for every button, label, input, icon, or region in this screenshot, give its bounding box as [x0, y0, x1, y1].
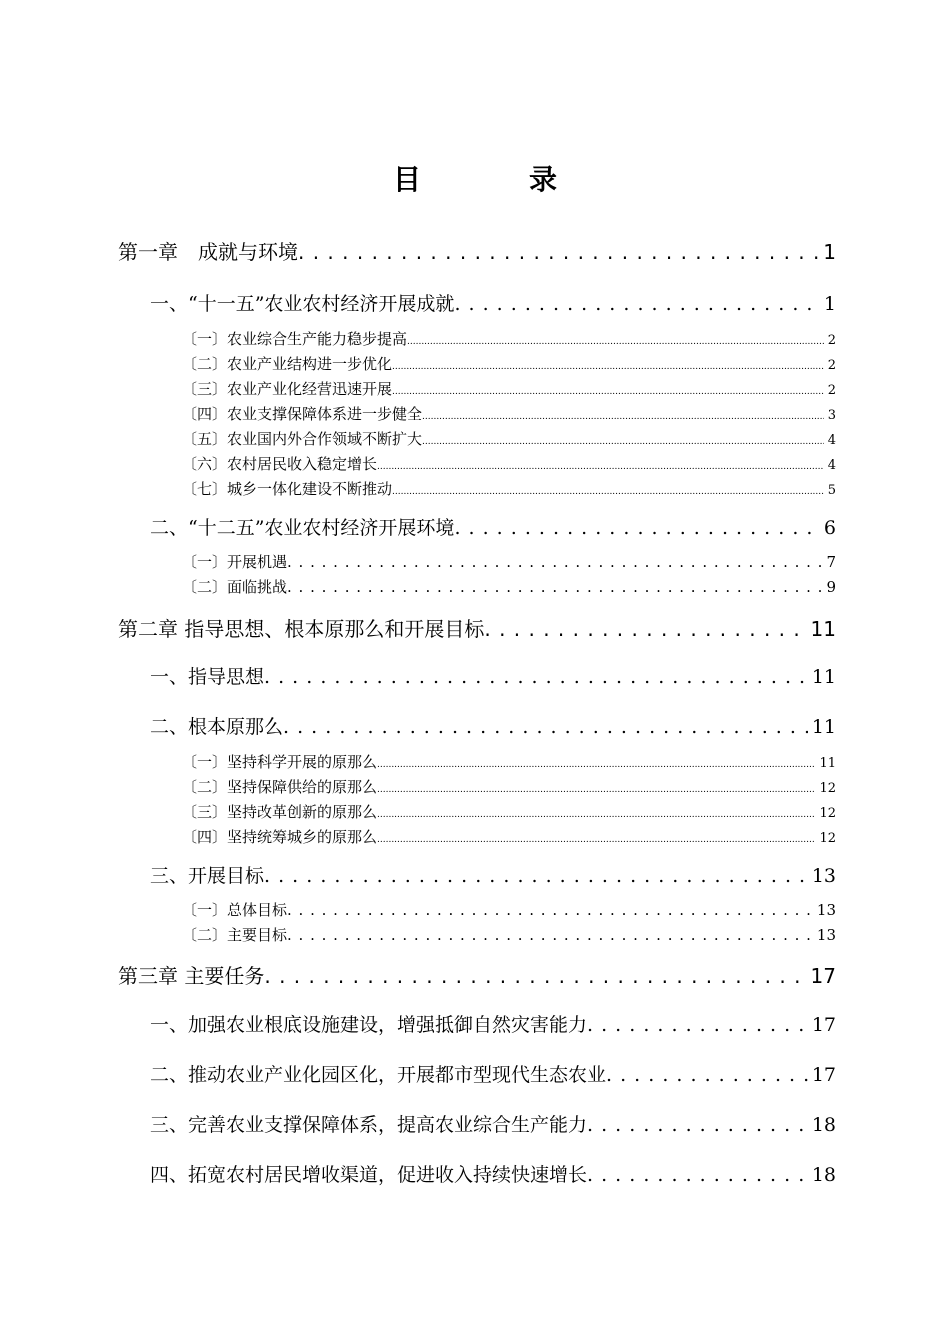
leader-dots	[606, 1064, 808, 1086]
toc-page-number: 2	[827, 383, 836, 398]
toc-entry-text: 〔三〕坚持改革创新的原那么	[182, 803, 378, 821]
toc-page-number: 12	[819, 781, 836, 796]
toc-subsection[interactable]	[182, 751, 836, 772]
toc-page-number: 17	[811, 1014, 836, 1036]
toc-entry-text: 第二章 指导思想、根本原那么和开展目标	[118, 617, 485, 641]
toc-section-2-2[interactable]	[150, 712, 836, 739]
toc-entry-text: 〔七〕城乡一体化建设不断推动	[182, 480, 393, 498]
leader-dots	[298, 240, 819, 264]
leader-dots	[287, 578, 822, 596]
toc-entry-text: 〔二〕农业产业结构进一步优化	[182, 355, 393, 373]
toc-page-number: 4	[827, 433, 836, 448]
toc-subsection[interactable]	[182, 378, 836, 399]
toc-subsection[interactable]	[182, 776, 836, 797]
toc-page-number: 17	[811, 1064, 836, 1086]
toc-entry-text: 二、推动农业产业化园区化，开展都市型现代生态农业	[150, 1064, 607, 1086]
leader-dots	[287, 901, 813, 919]
toc-entry-text: 二、根本原那么	[150, 716, 284, 738]
toc-subsection[interactable]	[182, 801, 836, 822]
toc-page-number: 17	[810, 964, 836, 988]
toc-chapter-1[interactable]	[118, 236, 836, 265]
toc-entry-text: 第一章 成就与环境	[118, 240, 298, 264]
toc-section-1-1[interactable]	[150, 289, 836, 316]
toc-page-number: 4	[827, 458, 836, 473]
leader-dots	[377, 803, 815, 821]
toc-section-3-2[interactable]	[150, 1060, 836, 1087]
leader-dots	[587, 1114, 808, 1136]
toc-section-3-1[interactable]	[150, 1010, 836, 1037]
toc-section-3-3[interactable]	[150, 1110, 836, 1137]
toc-entry-text: 一、指导思想	[150, 666, 265, 688]
toc-page-number: 1	[823, 293, 836, 315]
toc-entry-text: 〔一〕总体目标	[182, 901, 288, 919]
toc-page-number: 2	[827, 333, 836, 348]
toc-page-number: 12	[819, 831, 836, 846]
leader-dots	[422, 405, 824, 423]
leader-dots	[377, 455, 824, 473]
toc-page-number: 11	[811, 716, 836, 738]
toc-entry-text: 〔二〕面临挑战	[182, 578, 288, 596]
toc-entry-text: 〔四〕坚持统筹城乡的原那么	[182, 828, 378, 846]
toc-entry-text: 〔五〕农业国内外合作领域不断扩大	[182, 430, 423, 448]
leader-dots	[264, 666, 808, 688]
leader-dots	[392, 355, 824, 373]
toc-entry-text: 二、“十二五”农业农村经济开展环境	[150, 517, 455, 539]
toc-page-number: 13	[811, 865, 836, 887]
leader-dots	[287, 553, 822, 571]
toc-page-number: 1	[823, 240, 836, 264]
toc-subsection[interactable]	[182, 576, 836, 597]
toc-subsection[interactable]	[182, 328, 836, 349]
toc-page-number: 7	[826, 553, 836, 571]
leader-dots	[587, 1014, 808, 1036]
toc-entry-text: 第三章 主要任务	[118, 964, 265, 988]
leader-dots	[484, 617, 806, 641]
toc-page-number: 11	[810, 617, 836, 641]
toc-subsection[interactable]	[182, 403, 836, 424]
leader-dots	[377, 828, 815, 846]
toc-subsection[interactable]	[182, 428, 836, 449]
toc-entry-text: 〔一〕开展机遇	[182, 553, 288, 571]
toc-subsection[interactable]	[182, 478, 836, 499]
toc-section-2-1[interactable]	[150, 662, 836, 689]
leader-dots	[377, 753, 815, 771]
leader-dots	[392, 380, 824, 398]
toc-entry-text: 〔一〕坚持科学开展的原那么	[182, 753, 378, 771]
toc-chapter-2[interactable]	[118, 613, 836, 642]
toc-page-number: 18	[811, 1164, 836, 1186]
leader-dots	[407, 330, 824, 348]
toc-page-number: 11	[811, 666, 836, 688]
leader-dots	[377, 778, 815, 796]
toc-page-number: 11	[819, 756, 836, 771]
leader-dots	[283, 716, 808, 738]
toc-page-number: 18	[811, 1114, 836, 1136]
toc-entry-text: 〔四〕农业支撑保障体系进一步健全	[182, 405, 423, 423]
toc-subsection[interactable]	[182, 353, 836, 374]
toc-page-number: 2	[827, 358, 836, 373]
toc-page-number: 9	[826, 578, 836, 596]
leader-dots	[422, 430, 824, 448]
toc-entry-text: 〔二〕主要目标	[182, 926, 288, 944]
toc-section-2-3[interactable]	[150, 861, 836, 888]
leader-dots	[454, 517, 819, 539]
toc-entry-text: 四、拓宽农村居民增收渠道，促进收入持续快速增长	[150, 1164, 588, 1186]
toc-page-number: 13	[816, 901, 836, 919]
leader-dots	[264, 865, 808, 887]
toc-subsection[interactable]	[182, 551, 836, 572]
toc-page-number: 3	[827, 408, 836, 423]
toc-page-number: 12	[819, 806, 836, 821]
toc-entry-text: 三、完善农业支撑保障体系，提高农业综合生产能力	[150, 1114, 588, 1136]
toc-entry-text: 〔一〕农业综合生产能力稳步提高	[182, 330, 408, 348]
leader-dots	[587, 1164, 808, 1186]
toc-entry-text: 三、开展目标	[150, 865, 265, 887]
leader-dots	[392, 480, 824, 498]
toc-entry-text: 一、“十一五”农业农村经济开展成就	[150, 293, 455, 315]
toc-entry-text: 一、加强农业根底设施建设，增强抵御自然灾害能力	[150, 1014, 588, 1036]
toc-page-number: 6	[823, 517, 836, 539]
toc-subsection[interactable]	[182, 899, 836, 920]
leader-dots	[454, 293, 819, 315]
leader-dots	[264, 964, 806, 988]
toc-entry-text: 〔六〕农村居民收入稳定增长	[182, 455, 378, 473]
toc-subsection[interactable]	[182, 924, 836, 945]
toc-subsection[interactable]	[182, 453, 836, 474]
toc-page-number: 5	[827, 483, 836, 498]
leader-dots	[287, 926, 813, 944]
toc-chapter-3[interactable]	[118, 960, 836, 989]
toc-section-3-4[interactable]	[150, 1160, 836, 1187]
page-title: 目 录	[392, 163, 597, 196]
toc-entry-text: 〔三〕农业产业化经营迅速开展	[182, 380, 393, 398]
toc-page-number: 13	[816, 926, 836, 944]
toc-entry-text: 〔二〕坚持保障供给的原那么	[182, 778, 378, 796]
toc-subsection[interactable]	[182, 826, 836, 847]
toc-section-1-2[interactable]	[150, 513, 836, 540]
